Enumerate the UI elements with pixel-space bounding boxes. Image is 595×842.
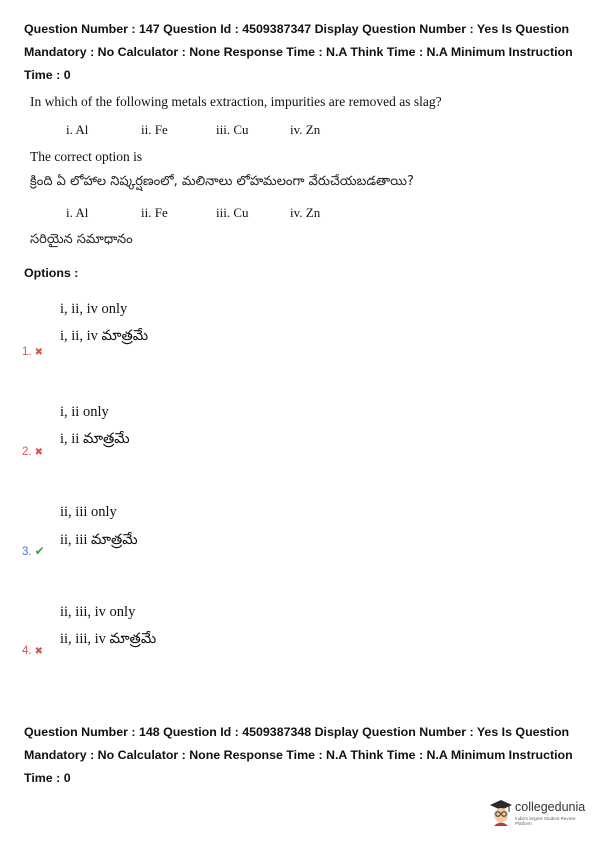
choice-te-1: i. Al [66,205,89,220]
correct-prompt-en: The correct option is [30,149,143,164]
choice-row-te [66,205,366,223]
correct-check-icon: ✔ [34,544,45,558]
choice-en-3: iii. Cu [216,122,249,137]
choice-en-2: ii. Fe [141,122,168,137]
choice-row-en [66,122,366,140]
option-3-label: 3. [22,546,32,558]
logo-brand: collegedunia [515,800,586,814]
option-3-text-te: ii, iii మాత్రమే [60,532,138,548]
option-1-text-te: i, ii, iv మాత్రమే [60,328,149,344]
collegedunia-logo [489,796,589,832]
options-label: Options : [24,266,79,280]
option-2-text-en: i, ii only [60,404,109,420]
option-2-number [22,446,43,458]
choice-en-1: i. Al [66,122,89,137]
option-3-text-en: ii, iii only [60,504,117,520]
choice-te-4: iv. Zn [290,205,321,220]
option-2-label: 2. [22,446,32,458]
student-mascot-icon [489,798,513,828]
option-1-text-en: i, ii, iv only [60,301,128,317]
choice-te-2: ii. Fe [141,205,168,220]
option-4-label: 4. [22,645,32,657]
choice-en-4: iv. Zn [290,122,321,137]
question-header-147: Question Number : 147 Question Id : 4509387347 Display Question Number : Yes Is Question Mandatory : No Calculator : None Response Time : N.A Think Time : N.A Minimum Instruction Time : 0 [24,22,573,82]
option-1-number [22,346,43,358]
option-4-number [22,645,43,657]
logo-tagline: India's largest Student Review Platform [515,816,576,826]
question-text-en: In which of the following metals extraction, impurities are removed as slag? [30,94,442,109]
option-2-text-te: i, ii మాత్రమే [60,431,130,447]
option-3-number [22,544,45,558]
wrong-mark-icon: ✖ [34,646,43,657]
question-header-148: Question Number : 148 Question Id : 4509387348 Display Question Number : Yes Is Question Mandatory : No Calculator : None Response Time : N.A Think Time : N.A Minimum Instruction Time : 0 [24,725,573,785]
wrong-mark-icon: ✖ [34,447,43,458]
option-1-label: 1. [22,346,32,358]
correct-prompt-te: సరియైన సమాధానం [30,232,133,247]
option-4-text-en: ii, iii, iv only [60,604,136,620]
option-4-text-te: ii, iii, iv మాత్రమే [60,631,157,647]
question-text-te: క్రింది ఏ లోహాల నిష్కర్షణంలో, మలినాలు లోహమలంగా వేరుచేయబడతాయి? [30,174,414,189]
wrong-mark-icon: ✖ [34,347,43,358]
choice-te-3: iii. Cu [216,205,249,220]
